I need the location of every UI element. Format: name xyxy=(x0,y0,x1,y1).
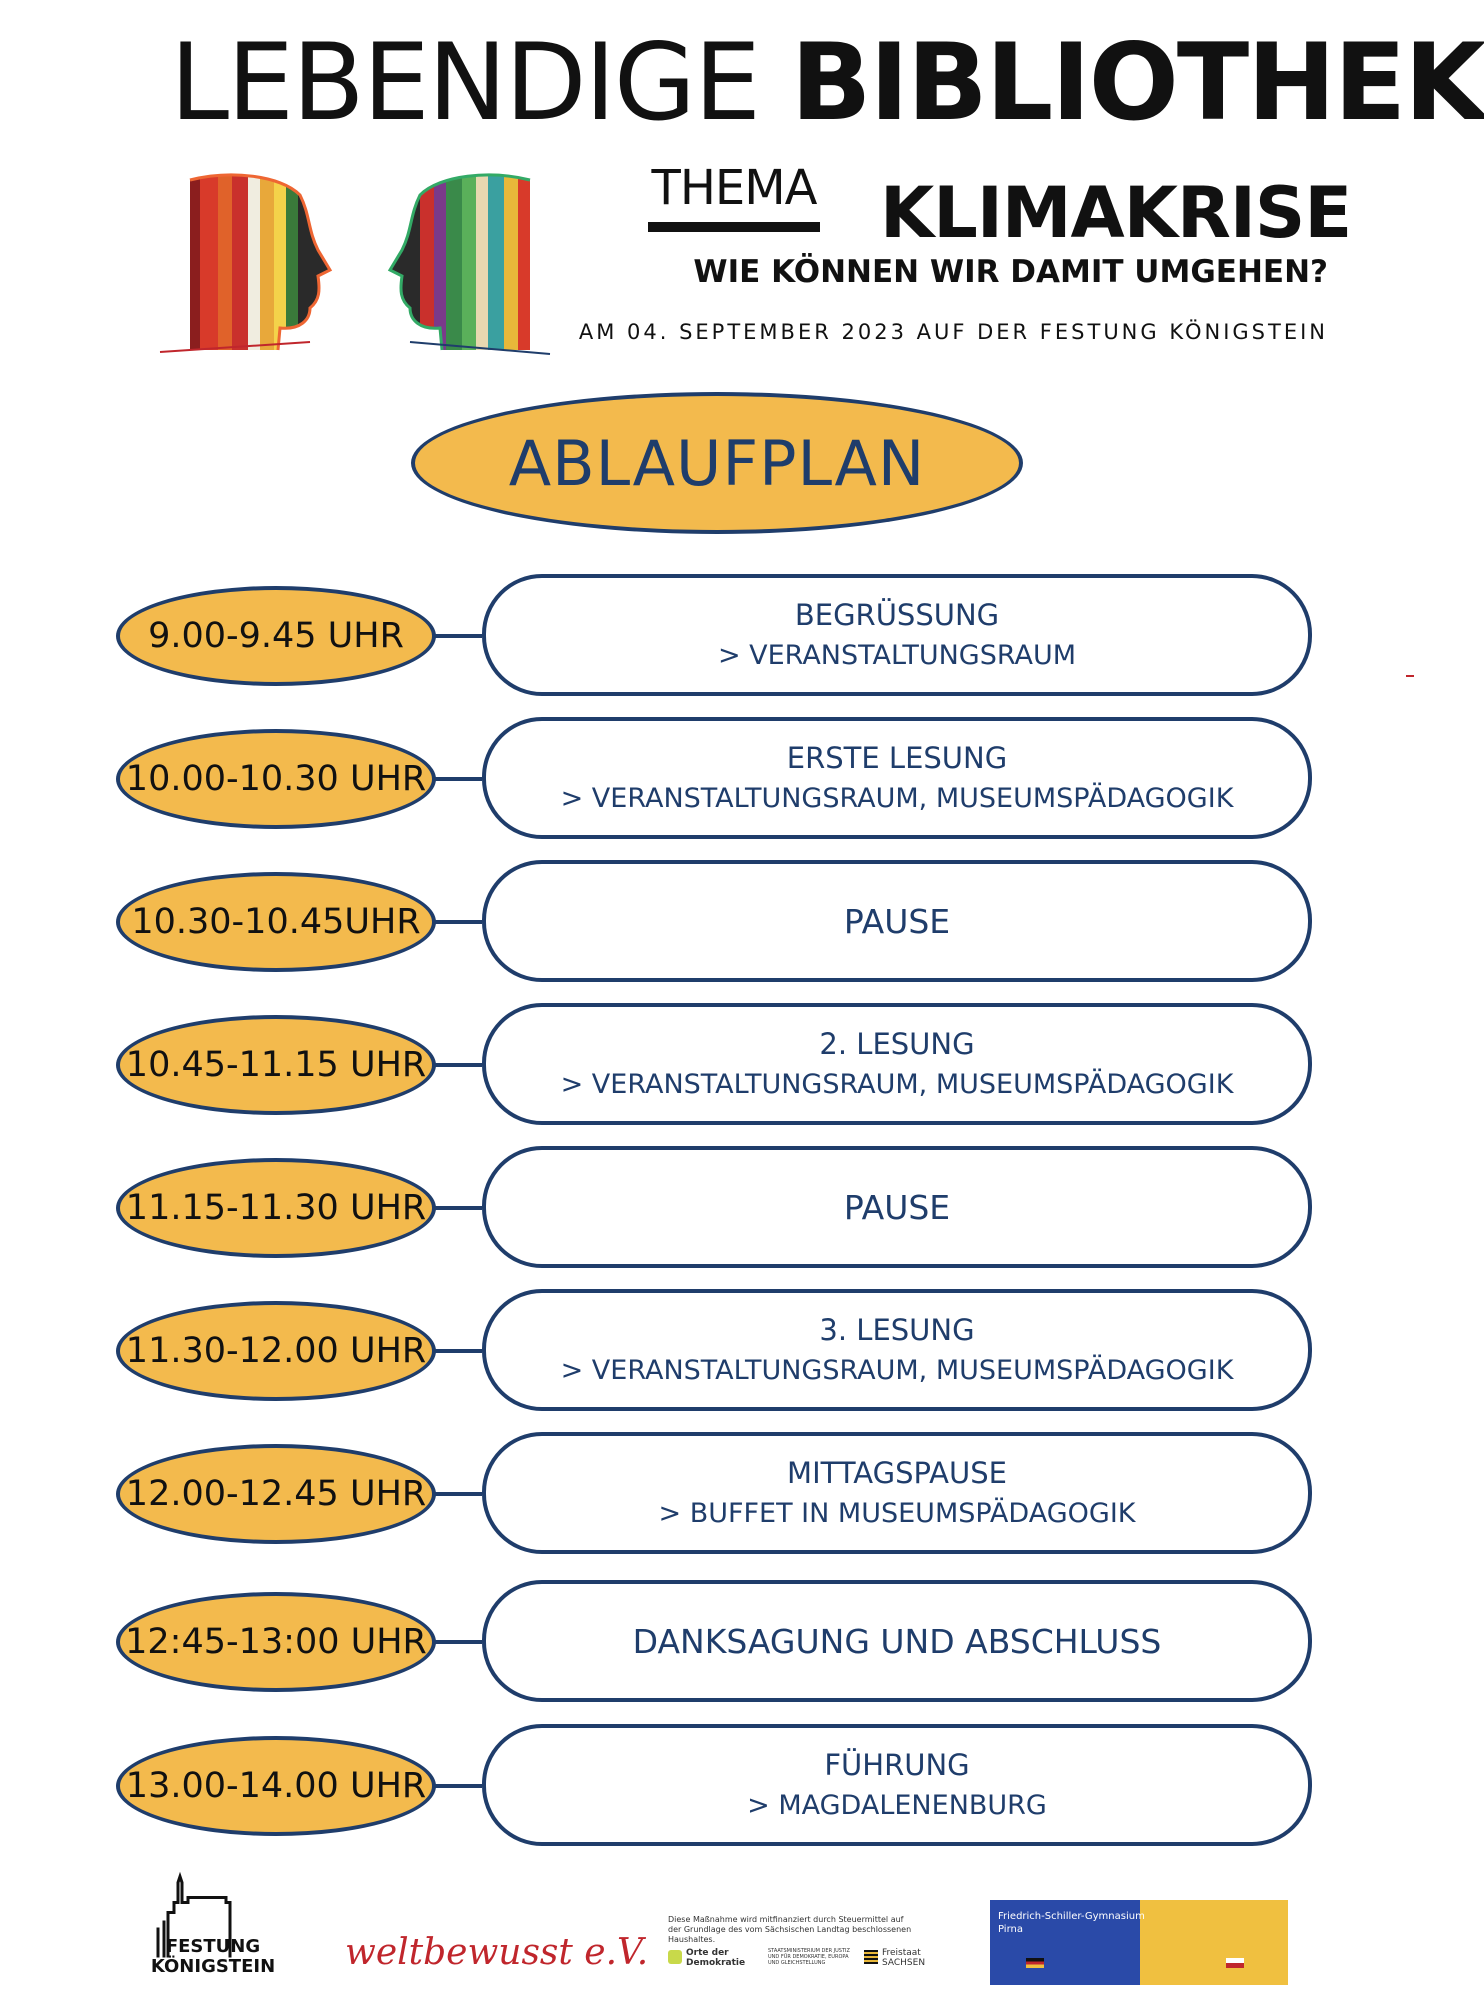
weltbewusst-logo: weltbewusst e.V. xyxy=(345,1932,649,1973)
schedule-title: ABLAUFPLAN xyxy=(508,426,926,500)
activity-box xyxy=(482,1003,1312,1125)
edge-mark xyxy=(1406,675,1414,677)
row-connector xyxy=(434,634,482,638)
poster-title xyxy=(170,21,1484,144)
funding-logos xyxy=(668,1948,928,1976)
festung-line1: FESTUNG xyxy=(165,1936,261,1957)
activity-box xyxy=(482,1146,1312,1268)
time-oval xyxy=(116,1301,436,1401)
time-oval xyxy=(116,1736,436,1836)
time-label: 9.00-9.45 UHR xyxy=(148,616,404,656)
schedule-row xyxy=(112,574,1312,699)
time-oval xyxy=(116,1444,436,1544)
thema-underline xyxy=(648,222,820,232)
activity-title: DANKSAGUNG UND ABSCHLUSS xyxy=(632,1621,1162,1661)
activity-location: > VERANSTALTUNGSRAUM xyxy=(717,639,1077,671)
activity-title: PAUSE xyxy=(843,901,951,941)
activity-title: 3. LESUNG xyxy=(819,1313,975,1348)
row-connector xyxy=(434,1063,482,1067)
event-date-line: AM 04. SEPTEMBER 2023 AUF DER FESTUNG KÖNIGSTEIN xyxy=(578,320,1328,344)
schedule-row xyxy=(112,1289,1312,1414)
orte-logo-icon xyxy=(668,1950,682,1964)
thema-label: THEMA xyxy=(651,160,817,216)
funding-note: Diese Maßnahme wird mitfinanziert durch Steuermittel auf der Grundlage des vom Sächsischen Landtag beschlossenen Haushaltes. xyxy=(668,1915,912,1944)
freistaat-label: Freistaat SACHSEN xyxy=(882,1948,926,1968)
activity-location: > VERANSTALTUNGSRAUM, MUSEUMSPÄDAGOGIK xyxy=(560,1068,1234,1100)
school-logo-right xyxy=(1140,1900,1288,1985)
row-connector xyxy=(434,1640,482,1644)
activity-title: FÜHRUNG xyxy=(824,1748,970,1783)
activity-title: PAUSE xyxy=(843,1187,951,1227)
time-label: 10.30-10.45UHR xyxy=(131,902,421,942)
time-label: 11.30-12.00 UHR xyxy=(125,1331,427,1371)
time-label: 10.00-10.30 UHR xyxy=(125,759,427,799)
schedule-row xyxy=(112,1003,1312,1128)
activity-title: MITTAGSPAUSE xyxy=(787,1456,1007,1491)
school-name: Friedrich-Schiller-Gymnasium Pirna xyxy=(998,1911,1145,1935)
row-connector xyxy=(434,1492,482,1496)
row-connector xyxy=(434,1206,482,1210)
schedule-row xyxy=(112,717,1312,842)
time-label: 13.00-14.00 UHR xyxy=(125,1766,427,1806)
activity-location: > VERANSTALTUNGSRAUM, MUSEUMSPÄDAGOGIK xyxy=(560,1354,1234,1386)
activity-box xyxy=(482,1580,1312,1702)
schedule-row xyxy=(112,860,1312,985)
time-oval xyxy=(116,1592,436,1692)
activity-box xyxy=(482,574,1312,696)
row-connector xyxy=(434,1349,482,1353)
czech-flag-icon xyxy=(1226,1958,1244,1968)
activity-box xyxy=(482,1289,1312,1411)
title-light: LEBENDIGE xyxy=(170,21,760,144)
ministry-label: STAATSMINISTERIUM DER JUSTIZ UND FÜR DEMOKRATIE, EUROPA UND GLEICHSTELLUNG xyxy=(768,1948,850,1966)
schedule-row xyxy=(112,1432,1312,1557)
schedule-row xyxy=(112,1724,1312,1849)
time-label: 11.15-11.30 UHR xyxy=(125,1188,427,1228)
time-oval xyxy=(116,1015,436,1115)
activity-location: > BUFFET IN MUSEUMSPÄDAGOGIK xyxy=(658,1497,1136,1529)
activity-title: BEGRÜSSUNG xyxy=(794,598,1000,633)
activity-location: > VERANSTALTUNGSRAUM, MUSEUMSPÄDAGOGIK xyxy=(560,782,1234,814)
title-bold: BIBLIOTHEK xyxy=(790,21,1484,144)
time-oval xyxy=(116,1158,436,1258)
row-connector xyxy=(434,1784,482,1788)
row-connector xyxy=(434,920,482,924)
time-oval xyxy=(116,586,436,686)
row-connector xyxy=(434,777,482,781)
topic-heading: KLIMAKRISE xyxy=(880,172,1352,254)
activity-box xyxy=(482,1724,1312,1846)
schedule-row xyxy=(112,1580,1312,1705)
time-label: 10.45-11.15 UHR xyxy=(125,1045,427,1085)
heads-with-books-illustration xyxy=(160,170,560,370)
german-flag-icon xyxy=(1026,1958,1044,1968)
festung-line2: KÖNIGSTEIN xyxy=(150,1955,276,1977)
activity-title: ERSTE LESUNG xyxy=(786,741,1008,776)
saxony-crest-icon xyxy=(864,1950,878,1964)
schedule-row xyxy=(112,1146,1312,1271)
school-logo xyxy=(990,1900,1288,1985)
activity-box xyxy=(482,860,1312,982)
time-oval xyxy=(116,729,436,829)
schedule-title-oval xyxy=(411,392,1023,534)
activity-title: 2. LESUNG xyxy=(819,1027,975,1062)
activity-box xyxy=(482,1432,1312,1554)
activity-box xyxy=(482,717,1312,839)
time-label: 12:45-13:00 UHR xyxy=(125,1622,427,1662)
orte-label: Orte der Demokratie xyxy=(686,1948,746,1968)
activity-location: > MAGDALENENBURG xyxy=(747,1789,1047,1821)
festung-text xyxy=(138,1937,288,1977)
topic-question: WIE KÖNNEN WIR DAMIT UMGEHEN? xyxy=(693,254,1328,290)
time-label: 12.00-12.45 UHR xyxy=(125,1474,427,1514)
time-oval xyxy=(116,872,436,972)
